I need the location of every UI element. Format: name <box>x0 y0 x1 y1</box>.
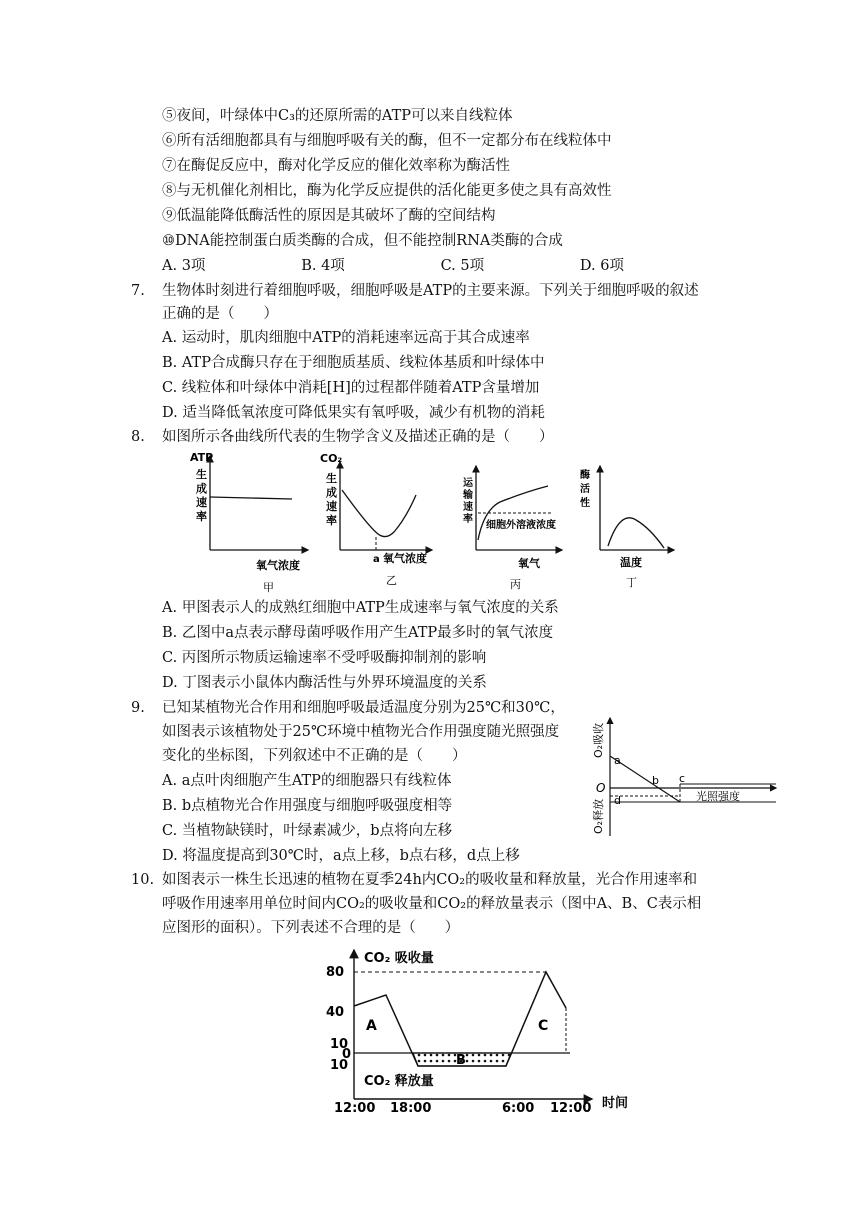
q10-bottom-label: CO₂ 释放量 <box>364 1074 434 1089</box>
graph-ding <box>580 466 674 589</box>
q10-y-tick-10-pos: 10 <box>330 1037 349 1052</box>
bing-ylabel-3: 速 <box>463 502 473 513</box>
q7-number: 7. <box>131 283 145 299</box>
q10-x-tick-600: 6:00 <box>502 1101 535 1116</box>
q10-stem-line1: 如图表示一株生长迅速的植物在夏季24h内CO₂的吸收量和释放量，光合作用速率和 <box>162 872 698 888</box>
q9-number: 9. <box>131 700 145 716</box>
q9-figure <box>580 712 780 842</box>
graph-yi <box>320 452 432 587</box>
q9-stem-line2: 如图表示该植物处于25℃环境中植物光合作用强度随光照强度 <box>162 724 560 740</box>
q10-stem-line3: 应图形的面积）。下列表述不合理的是（ ） <box>162 920 460 936</box>
graph-jia <box>190 451 308 593</box>
statement-7: ⑦在酶促反应中，酶对化学反应的催化效率称为酶活性 <box>162 158 510 174</box>
ding-ylabel-2: 活 <box>580 484 590 495</box>
q9-x-label: 光照强度 <box>696 790 740 803</box>
statement-10: ⑩DNA能控制蛋白质类酶的合成，但不能控制RNA类酶的合成 <box>162 233 563 249</box>
q9-option-c: C. 当植物缺镁时，叶绿素减少，b点将向左移 <box>162 823 453 839</box>
jia-ylabel-4: 速 <box>196 496 207 509</box>
q9-stem-line3: 变化的坐标图，下列叙述中不正确的是（ ） <box>162 748 467 764</box>
q7-option-d: D. 适当降低氧浓度可降低果实有氧呼吸，减少有机物的消耗 <box>162 405 545 421</box>
yi-ylabel-5: 率 <box>326 514 337 527</box>
q8-figure <box>180 448 680 593</box>
q8-option-d: D. 丁图表示小鼠体内酶活性与外界环境温度的关系 <box>162 675 487 691</box>
q7-stem-line1: 生物体时刻进行着细胞呼吸，细胞呼吸是ATP的主要来源。下列关于细胞呼吸的叙述 <box>162 283 699 299</box>
q10-y-tick-0: 0 <box>342 1047 352 1062</box>
q6-option-a: A. 3项 <box>162 258 206 274</box>
ding-caption: 丁 <box>626 576 637 589</box>
yi-caption: 乙 <box>386 574 397 587</box>
q8-number: 8. <box>131 429 145 445</box>
q8-option-b: B. 乙图中a点表示酵母菌呼吸作用产生ATP最多时的氧气浓度 <box>162 625 554 641</box>
q9-origin: O <box>596 781 606 795</box>
q9-option-a: A. a点叶肉细胞产生ATP的细胞器只有线粒体 <box>162 773 452 789</box>
q10-stem-line2: 呼吸作用速率用单位时间内CO₂的吸收量和CO₂的释放量表示（图中A、B、C表示相 <box>162 896 702 912</box>
q10-x-label: 时间 <box>602 1096 629 1111</box>
q10-y-tick-10-neg: 10 <box>330 1058 349 1073</box>
bing-caption: 丙 <box>510 578 521 591</box>
statement-9: ⑨低温能降低酶活性的原因是其破坏了酶的空间结构 <box>162 208 496 224</box>
jia-caption: 甲 <box>263 581 274 593</box>
bing-ylabel-4: 率 <box>463 514 473 525</box>
yi-ylabel-1: CO₂ <box>320 452 343 465</box>
yi-xlabel: 氧气浓度 <box>383 552 427 565</box>
q10-area-c: C <box>538 1018 549 1034</box>
q10-x-tick-1800: 18:00 <box>390 1101 432 1116</box>
jia-xlabel: 氧气浓度 <box>256 559 300 572</box>
q9-point-a: a <box>614 754 621 767</box>
q9-y-top-label: O₂吸收 <box>592 722 605 758</box>
bing-ylabel-1: 运 <box>463 478 473 489</box>
q7-option-b: B. ATP合成酶只存在于细胞质基质、线粒体基质和叶绿体中 <box>162 355 545 371</box>
q9-option-d: D. 将温度提高到30℃时，a点上移，b点右移，d点上移 <box>162 848 520 864</box>
q9-y-bottom-label: O₂释放 <box>592 798 605 834</box>
bing-note: 细胞外溶液浓度 <box>486 520 556 531</box>
q9-option-b: B. b点植物光合作用强度与细胞呼吸强度相等 <box>162 798 453 814</box>
jia-ylabel-5: 率 <box>196 510 207 523</box>
q9-point-d: d <box>614 794 621 807</box>
yi-ylabel-3: 成 <box>326 486 337 499</box>
q7-option-a: A. 运动时，肌肉细胞中ATP的消耗速率远高于其合成速率 <box>162 330 530 346</box>
yi-point-a: a <box>373 554 380 565</box>
q9-point-c: c <box>679 772 686 785</box>
q10-number: 10. <box>131 872 155 888</box>
q10-top-label: CO₂ 吸收量 <box>364 951 434 966</box>
q6-options <box>162 256 642 276</box>
q10-figure <box>320 944 660 1124</box>
yi-ylabel-4: 速 <box>326 500 337 513</box>
yi-ylabel-2: 生 <box>326 472 337 485</box>
bing-xlabel: 氧气 <box>518 557 540 570</box>
ding-ylabel-1: 酶 <box>580 470 590 481</box>
bing-ylabel-2: 输 <box>463 490 473 501</box>
ding-xlabel: 温度 <box>620 556 642 569</box>
statement-6: ⑥所有活细胞都具有与细胞呼吸有关的酶，但不一定都分布在线粒体中 <box>162 133 612 149</box>
q6-option-b: B. 4项 <box>301 258 345 274</box>
q7-option-c: C. 线粒体和叶绿体中消耗[H]的过程都伴随着ATP含量增加 <box>162 380 540 396</box>
q10-area-b: B <box>456 1053 466 1068</box>
q6-option-c: C. 5项 <box>440 258 485 274</box>
jia-ylabel-2: 生 <box>196 468 207 481</box>
jia-ylabel-1: ATP <box>190 451 214 464</box>
q9-stem-line1: 已知某植物光合作用和细胞呼吸最适温度分别为25℃和30℃， <box>162 700 565 716</box>
q10-y-tick-40: 40 <box>326 1005 345 1020</box>
jia-ylabel-3: 成 <box>196 482 207 495</box>
q9-point-b: b <box>652 774 659 787</box>
q6-option-d: D. 6项 <box>579 258 624 274</box>
q10-x-tick-1200b: 12:00 <box>550 1101 592 1116</box>
q8-option-a: A. 甲图表示人的成熟红细胞中ATP生成速率与氧气浓度的关系 <box>162 600 559 616</box>
q8-option-c: C. 丙图所示物质运输速率不受呼吸酶抑制剂的影响 <box>162 650 487 666</box>
statement-8: ⑧与无机催化剂相比，酶为化学反应提供的活化能更多使之具有高效性 <box>162 183 612 199</box>
graph-bing <box>462 466 562 591</box>
q8-stem: 如图所示各曲线所代表的生物学含义及描述正确的是（ ） <box>162 429 554 445</box>
q10-y-tick-80: 80 <box>326 965 345 980</box>
statement-5: ⑤夜间，叶绿体中C₃的还原所需的ATP可以来自线粒体 <box>162 108 513 124</box>
q10-area-a: A <box>366 1018 377 1034</box>
q10-x-tick-1200a: 12:00 <box>334 1101 376 1116</box>
ding-ylabel-3: 性 <box>580 498 590 509</box>
q7-stem-line2: 正确的是（ ） <box>162 306 278 322</box>
